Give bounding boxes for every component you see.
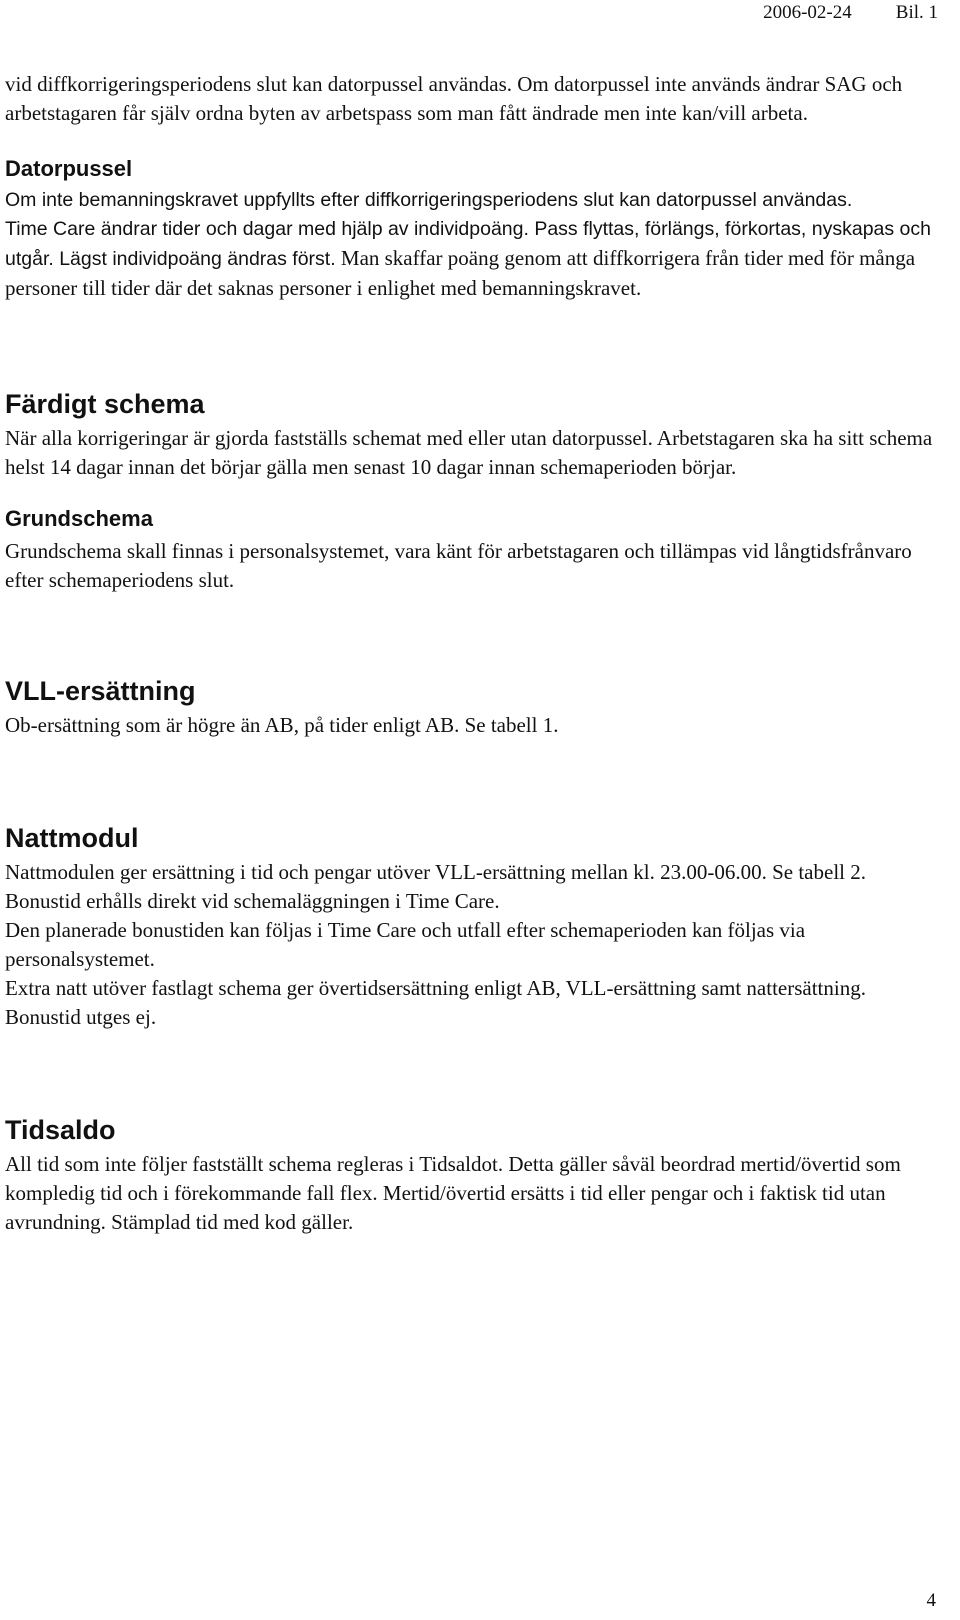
- heading-fardigt-schema: Färdigt schema: [5, 389, 205, 419]
- heading-tidsaldo: Tidsaldo: [5, 1115, 116, 1145]
- tidsaldo-paragraph: All tid som inte följer fastställt schema regleras i Tidsaldot. Detta gäller såväl beordrad mertid/övertid som kompledig tid och i förekommande fall flex. Mertid/övertid ersätts i tid eller pengar och i faktisk tid utan avrundning. Stämplad tid med kod gäller.: [5, 1152, 901, 1234]
- header-bil: Bil. 1: [895, 2, 938, 23]
- heading-grundschema: Grundschema: [5, 506, 153, 531]
- grundschema-paragraph: Grundschema skall finnas i personalsystemet, vara känt för arbetstagaren och tillämpas vid långtidsfrånvaro efter schemaperiodens slut.: [5, 539, 912, 592]
- page-number: 4: [926, 1590, 936, 1611]
- intro-paragraph: vid diffkorrigeringsperiodens slut kan datorpussel användas. Om datorpussel inte används ändrar SAG och arbetstagaren får själv ordna byten av arbetspass som man fått ändrade men inte kan/vill arbeta.: [5, 72, 903, 125]
- datorpussel-paragraph-1: Om inte bemanningskravet uppfyllts efter diffkorrigeringsperiodens slut kan datorpussel användas.: [5, 189, 853, 211]
- heading-datorpussel: Datorpussel: [5, 156, 133, 181]
- nattmodul-paragraph-3: Den planerade bonustiden kan följas i Time Care och utfall efter schemaperioden kan följas via personalsystemet.: [5, 918, 806, 971]
- nattmodul-paragraph-1: Nattmodulen ger ersättning i tid och pengar utöver VLL-ersättning mellan kl. 23.00-06.00. Se tabell 2.: [5, 860, 866, 884]
- fardigt-schema-paragraph: När alla korrigeringar är gjorda fastställs schemat med eller utan datorpussel. Arbetstagaren ska ha sitt schema helst 14 dagar innan det börjar gälla men senast 10 dagar innan schemaperioden börjar.: [5, 426, 933, 479]
- header-date: 2006-02-24: [763, 2, 852, 23]
- datorpussel-text-serif: Man skaffar poäng genom att diffkorrigera från tider med för många personer till tider där det saknas personer i enlighet med bemanningskravet.: [5, 246, 916, 300]
- page-header: [763, 2, 938, 24]
- heading-vll-ersattning: VLL-ersättning: [5, 676, 196, 706]
- vll-paragraph: Ob-ersättning som är högre än AB, på tider enligt AB. Se tabell 1.: [5, 713, 559, 737]
- heading-nattmodul: Nattmodul: [5, 823, 139, 853]
- nattmodul-paragraph-4: Extra natt utöver fastlagt schema ger övertidsersättning enligt AB, VLL-ersättning samt nattersättning. Bonustid utges ej.: [5, 976, 866, 1029]
- document-body: [5, 70, 940, 1237]
- datorpussel-text-sans: Time Care ändrar tider och dagar med hjälp av individpoäng. Pass flyttas, förlängs, förkortas, nyskapas och utgår. Lägst individpoäng ändras först.: [5, 218, 931, 270]
- datorpussel-paragraph-2: [5, 215, 940, 304]
- nattmodul-paragraph-2: Bonustid erhålls direkt vid schemaläggningen i Time Care.: [5, 889, 500, 913]
